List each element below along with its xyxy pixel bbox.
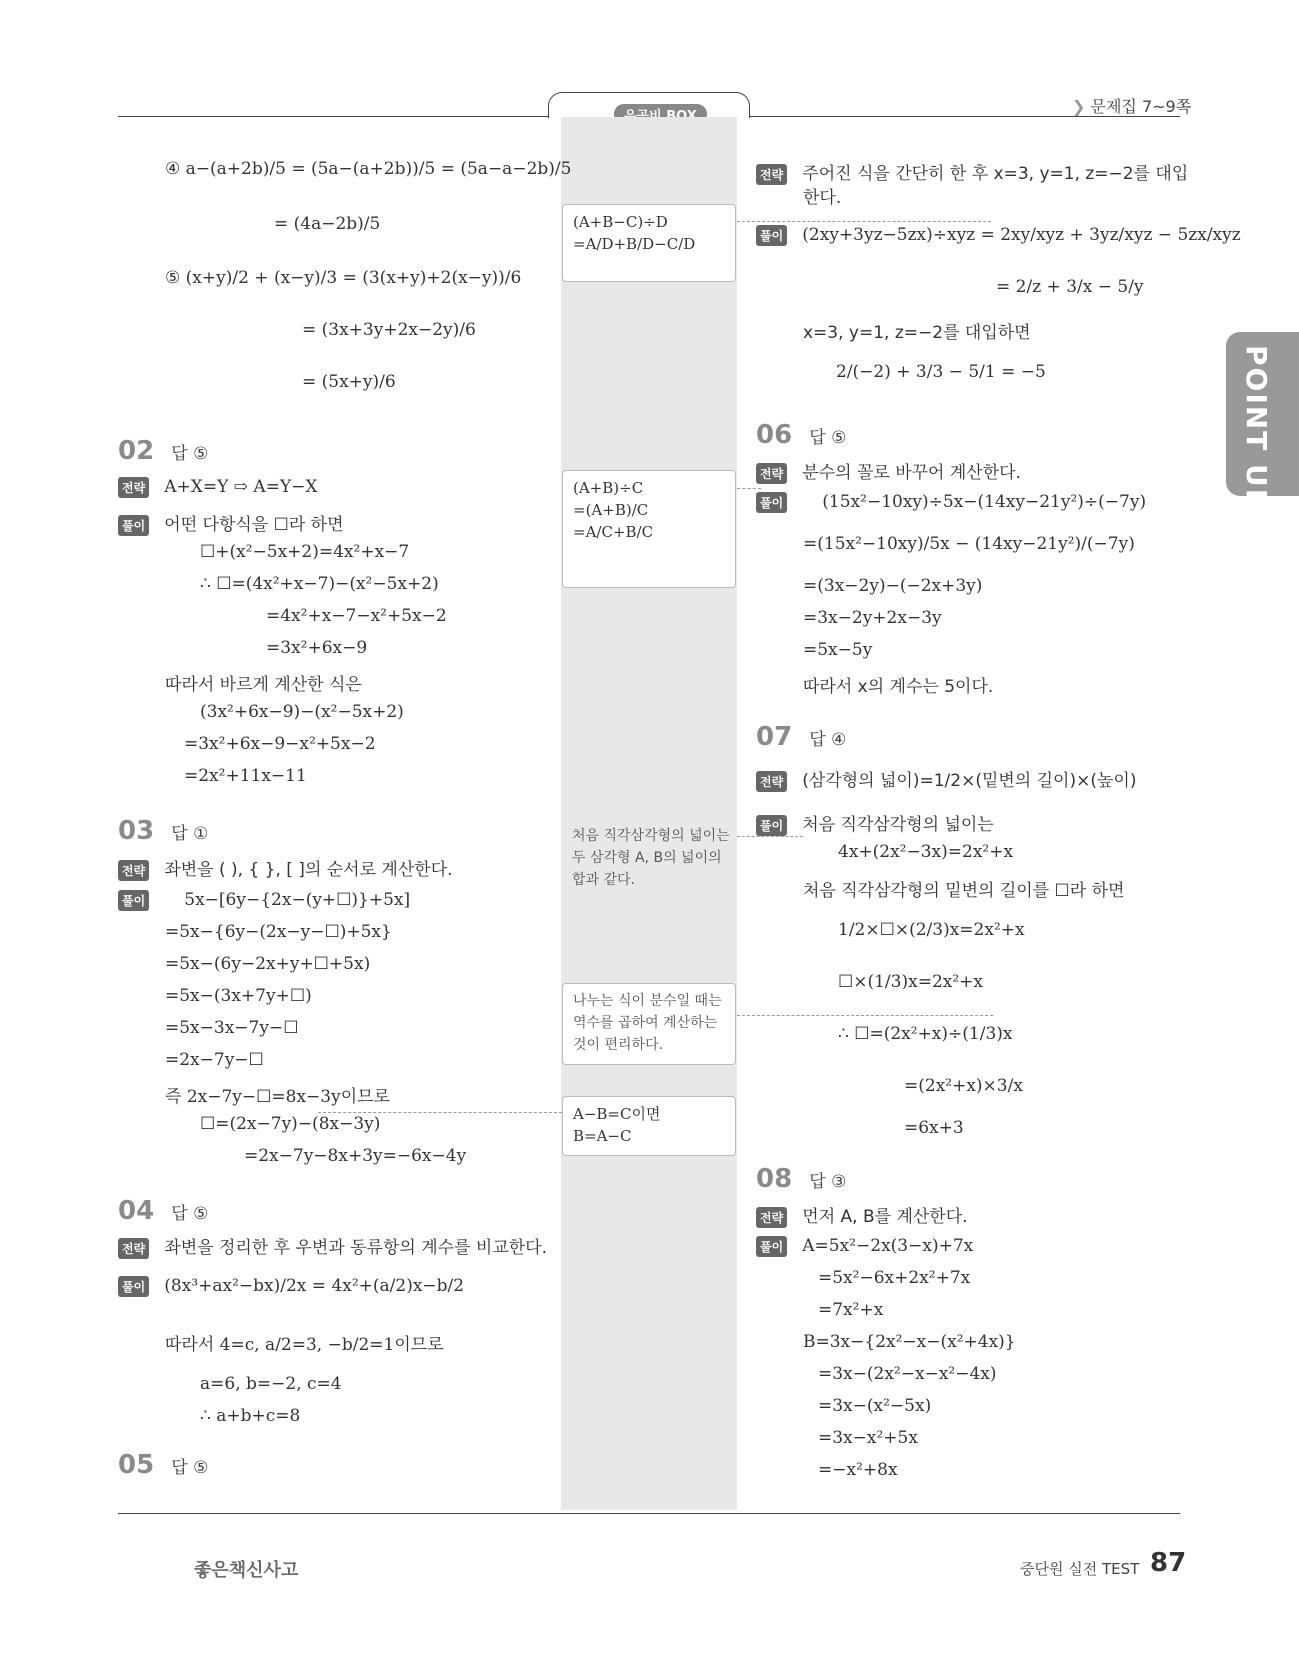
- solution-line: =2x−7y−8x+3y=−6x−4y: [244, 1146, 467, 1166]
- page-ref: ❯ 문제집 7~9쪽: [1072, 97, 1192, 116]
- solution-line: =5x²−6x+2x²+7x: [818, 1268, 971, 1288]
- strategy-row: 전략 A+X=Y ⇨ A=Y−X: [118, 477, 318, 498]
- solution-row: 풀이 5x−[6y−{2x−(y+☐)}+5x]: [118, 890, 410, 911]
- solution-line: = (5x+y)/6: [302, 372, 396, 392]
- strategy-row: 전략 주어진 식을 간단히 한 후 x=3, y=1, z=−2를 대입: [756, 159, 1188, 185]
- chevron-right-icon: ❯: [1072, 97, 1086, 116]
- problem-06-header: 06 답 ⑤: [756, 420, 847, 450]
- solution-line: =3x−2y+2x−3y: [803, 608, 942, 628]
- solution-line: =7x²+x: [818, 1300, 884, 1320]
- box-distribution: (A+B−C)÷D =A/D+B/D−C/D: [562, 204, 736, 282]
- solution-line: =2x−7y−☐: [165, 1050, 264, 1070]
- solution-line: =5x−{6y−(2x−y−☐)+5x}: [165, 922, 392, 942]
- solution-line: =5x−5y: [803, 640, 873, 660]
- solution-line: ⑤ (x+y)/2 + (x−y)/3 = (3(x+y)+2(x−y))/6: [165, 268, 522, 288]
- solution-row: 풀이 (2xy+3yz−5zx)÷xyz = 2xy/xyz + 3yz/xyz − 5zx/xyz: [756, 225, 1241, 246]
- connector: [737, 836, 803, 837]
- solution-line: =5x−(6y−2x+y+☐+5x): [165, 954, 371, 974]
- solution-line: =2x²+11x−11: [184, 766, 307, 786]
- solution-line: B=3x−{2x²−x−(x²+4x)}: [803, 1332, 1016, 1352]
- strategy-text: 한다.: [803, 188, 842, 208]
- solution-line: =3x−(2x²−x−x²−4x): [818, 1364, 997, 1384]
- problem-07-header: 07 답 ④: [756, 722, 847, 752]
- solution-line: =(3x−2y)−(−2x+3y): [803, 576, 983, 596]
- note-area: 처음 직각삼각형의 넓이는 두 삼각형 A, B의 넓이의 합과 같다.: [572, 828, 730, 888]
- strategy-row: 전략 좌변을 ( ), { }, [ ]의 순서로 계산한다.: [118, 855, 453, 881]
- solution-line: ④ a−(a+2b)/5 = (5a−(a+2b))/5 = (5a−a−2b)/5: [165, 159, 572, 179]
- solution-line: 2/(−2) + 3/3 − 5/1 = −5: [836, 362, 1046, 382]
- box-subtraction: A−B=C이면 B=A−C: [562, 1096, 736, 1156]
- problem-02-header: 02 답 ⑤: [118, 436, 209, 466]
- solution-line: ☐+(x²−5x+2)=4x²+x−7: [200, 542, 410, 562]
- solution-line: ∴ ☐=(4x²+x−7)−(x²−5x+2): [200, 574, 439, 594]
- strategy-row: 전략 (삼각형의 넓이)=1/2×(밑변의 길이)×(높이): [756, 766, 1136, 792]
- note-reciprocal: 나누는 식이 분수일 때는 역수를 곱하여 계산하는 것이 편리하다.: [562, 983, 736, 1065]
- solution-line: =−x²+8x: [818, 1460, 898, 1480]
- connector: [737, 488, 761, 489]
- solution-line: 따라서 x의 계수는 5이다.: [803, 677, 994, 697]
- solution-line: =3x−(x²−5x): [818, 1396, 932, 1416]
- solution-line: =(15x²−10xy)/5x − (14xy−21y²)/(−7y): [803, 534, 1135, 554]
- solution-row: 풀이 처음 직각삼각형의 넓이는: [756, 810, 994, 836]
- footer-rule: [118, 1513, 1180, 1514]
- connector: [737, 1015, 993, 1016]
- solution-line: a=6, b=−2, c=4: [200, 1374, 342, 1394]
- problem-05-header: 05 답 ⑤: [118, 1450, 209, 1480]
- solution-line: =6x+3: [904, 1118, 964, 1138]
- solution-line: =3x²+6x−9−x²+5x−2: [184, 734, 376, 754]
- strategy-row: 전략 먼저 A, B를 계산한다.: [756, 1202, 968, 1228]
- publisher: 좋은책신사고: [194, 1560, 299, 1581]
- solution-line: 4x+(2x²−3x)=2x²+x: [838, 842, 1014, 862]
- solution-line: x=3, y=1, z=−2를 대입하면: [803, 323, 1031, 343]
- solution-row: 풀이 (15x²−10xy)÷5x−(14xy−21y²)÷(−7y): [756, 492, 1146, 513]
- problem-08-header: 08 답 ③: [756, 1164, 847, 1194]
- solution-line: =5x−(3x+7y+☐): [165, 986, 312, 1006]
- solution-row: 풀이 A=5x²−2x(3−x)+7x: [756, 1236, 973, 1257]
- solution-line: = (3x+3y+2x−2y)/6: [302, 320, 476, 340]
- solution-line: ☐×(1/3)x=2x²+x: [838, 972, 983, 992]
- solution-line: = (4a−2b)/5: [274, 214, 381, 234]
- page-number: 87: [1150, 1548, 1187, 1578]
- solution-row: 풀이 어떤 다항식을 ☐라 하면: [118, 510, 344, 536]
- solution-line: ☐=(2x−7y)−(8x−3y): [200, 1114, 381, 1134]
- box-division: (A+B)÷C =(A+B)/C =A/C+B/C: [562, 470, 736, 588]
- solution-line: 1/2×☐×(2/3)x=2x²+x: [838, 920, 1025, 940]
- solution-line: ∴ a+b+c=8: [200, 1406, 301, 1426]
- solution-line: 처음 직각삼각형의 밑변의 길이를 ☐라 하면: [803, 881, 1125, 901]
- middle-column: [561, 117, 737, 1510]
- strategy-row: 전략 분수의 꼴로 바꾸어 계산한다.: [756, 458, 1021, 484]
- solution-line: 따라서 바르게 계산한 식은: [165, 675, 362, 695]
- solution-line: (3x²+6x−9)−(x²−5x+2): [200, 702, 404, 722]
- solution-line: =3x²+6x−9: [266, 638, 368, 658]
- problem-03-header: 03 답 ①: [118, 816, 209, 846]
- section-label: 중단원 실전 TEST: [1020, 1560, 1140, 1578]
- problem-04-header: 04 답 ⑤: [118, 1196, 209, 1226]
- solution-line: = 2/z + 3/x − 5/y: [996, 277, 1144, 297]
- solution-line: ∴ ☐=(2x²+x)÷(1/3)x: [838, 1024, 1013, 1044]
- solution-row: 풀이 (8x³+ax²−bx)/2x = 4x²+(a/2)x−b/2: [118, 1276, 464, 1297]
- point-up-label: POINT UP: [1240, 345, 1273, 512]
- connector: [737, 221, 991, 222]
- solution-line: =3x−x²+5x: [818, 1428, 918, 1448]
- solution-line: 따라서 4=c, a/2=3, −b/2=1이므로: [165, 1335, 444, 1355]
- solution-line: 즉 2x−7y−☐=8x−3y이므로: [165, 1087, 390, 1107]
- solution-line: =4x²+x−7−x²+5x−2: [266, 606, 447, 626]
- connector: [318, 1112, 562, 1113]
- solution-line: =5x−3x−7y−☐: [165, 1018, 299, 1038]
- solution-line: =(2x²+x)×3/x: [904, 1076, 1023, 1096]
- strategy-row: 전략 좌변을 정리한 후 우변과 동류항의 계수를 비교한다.: [118, 1233, 547, 1259]
